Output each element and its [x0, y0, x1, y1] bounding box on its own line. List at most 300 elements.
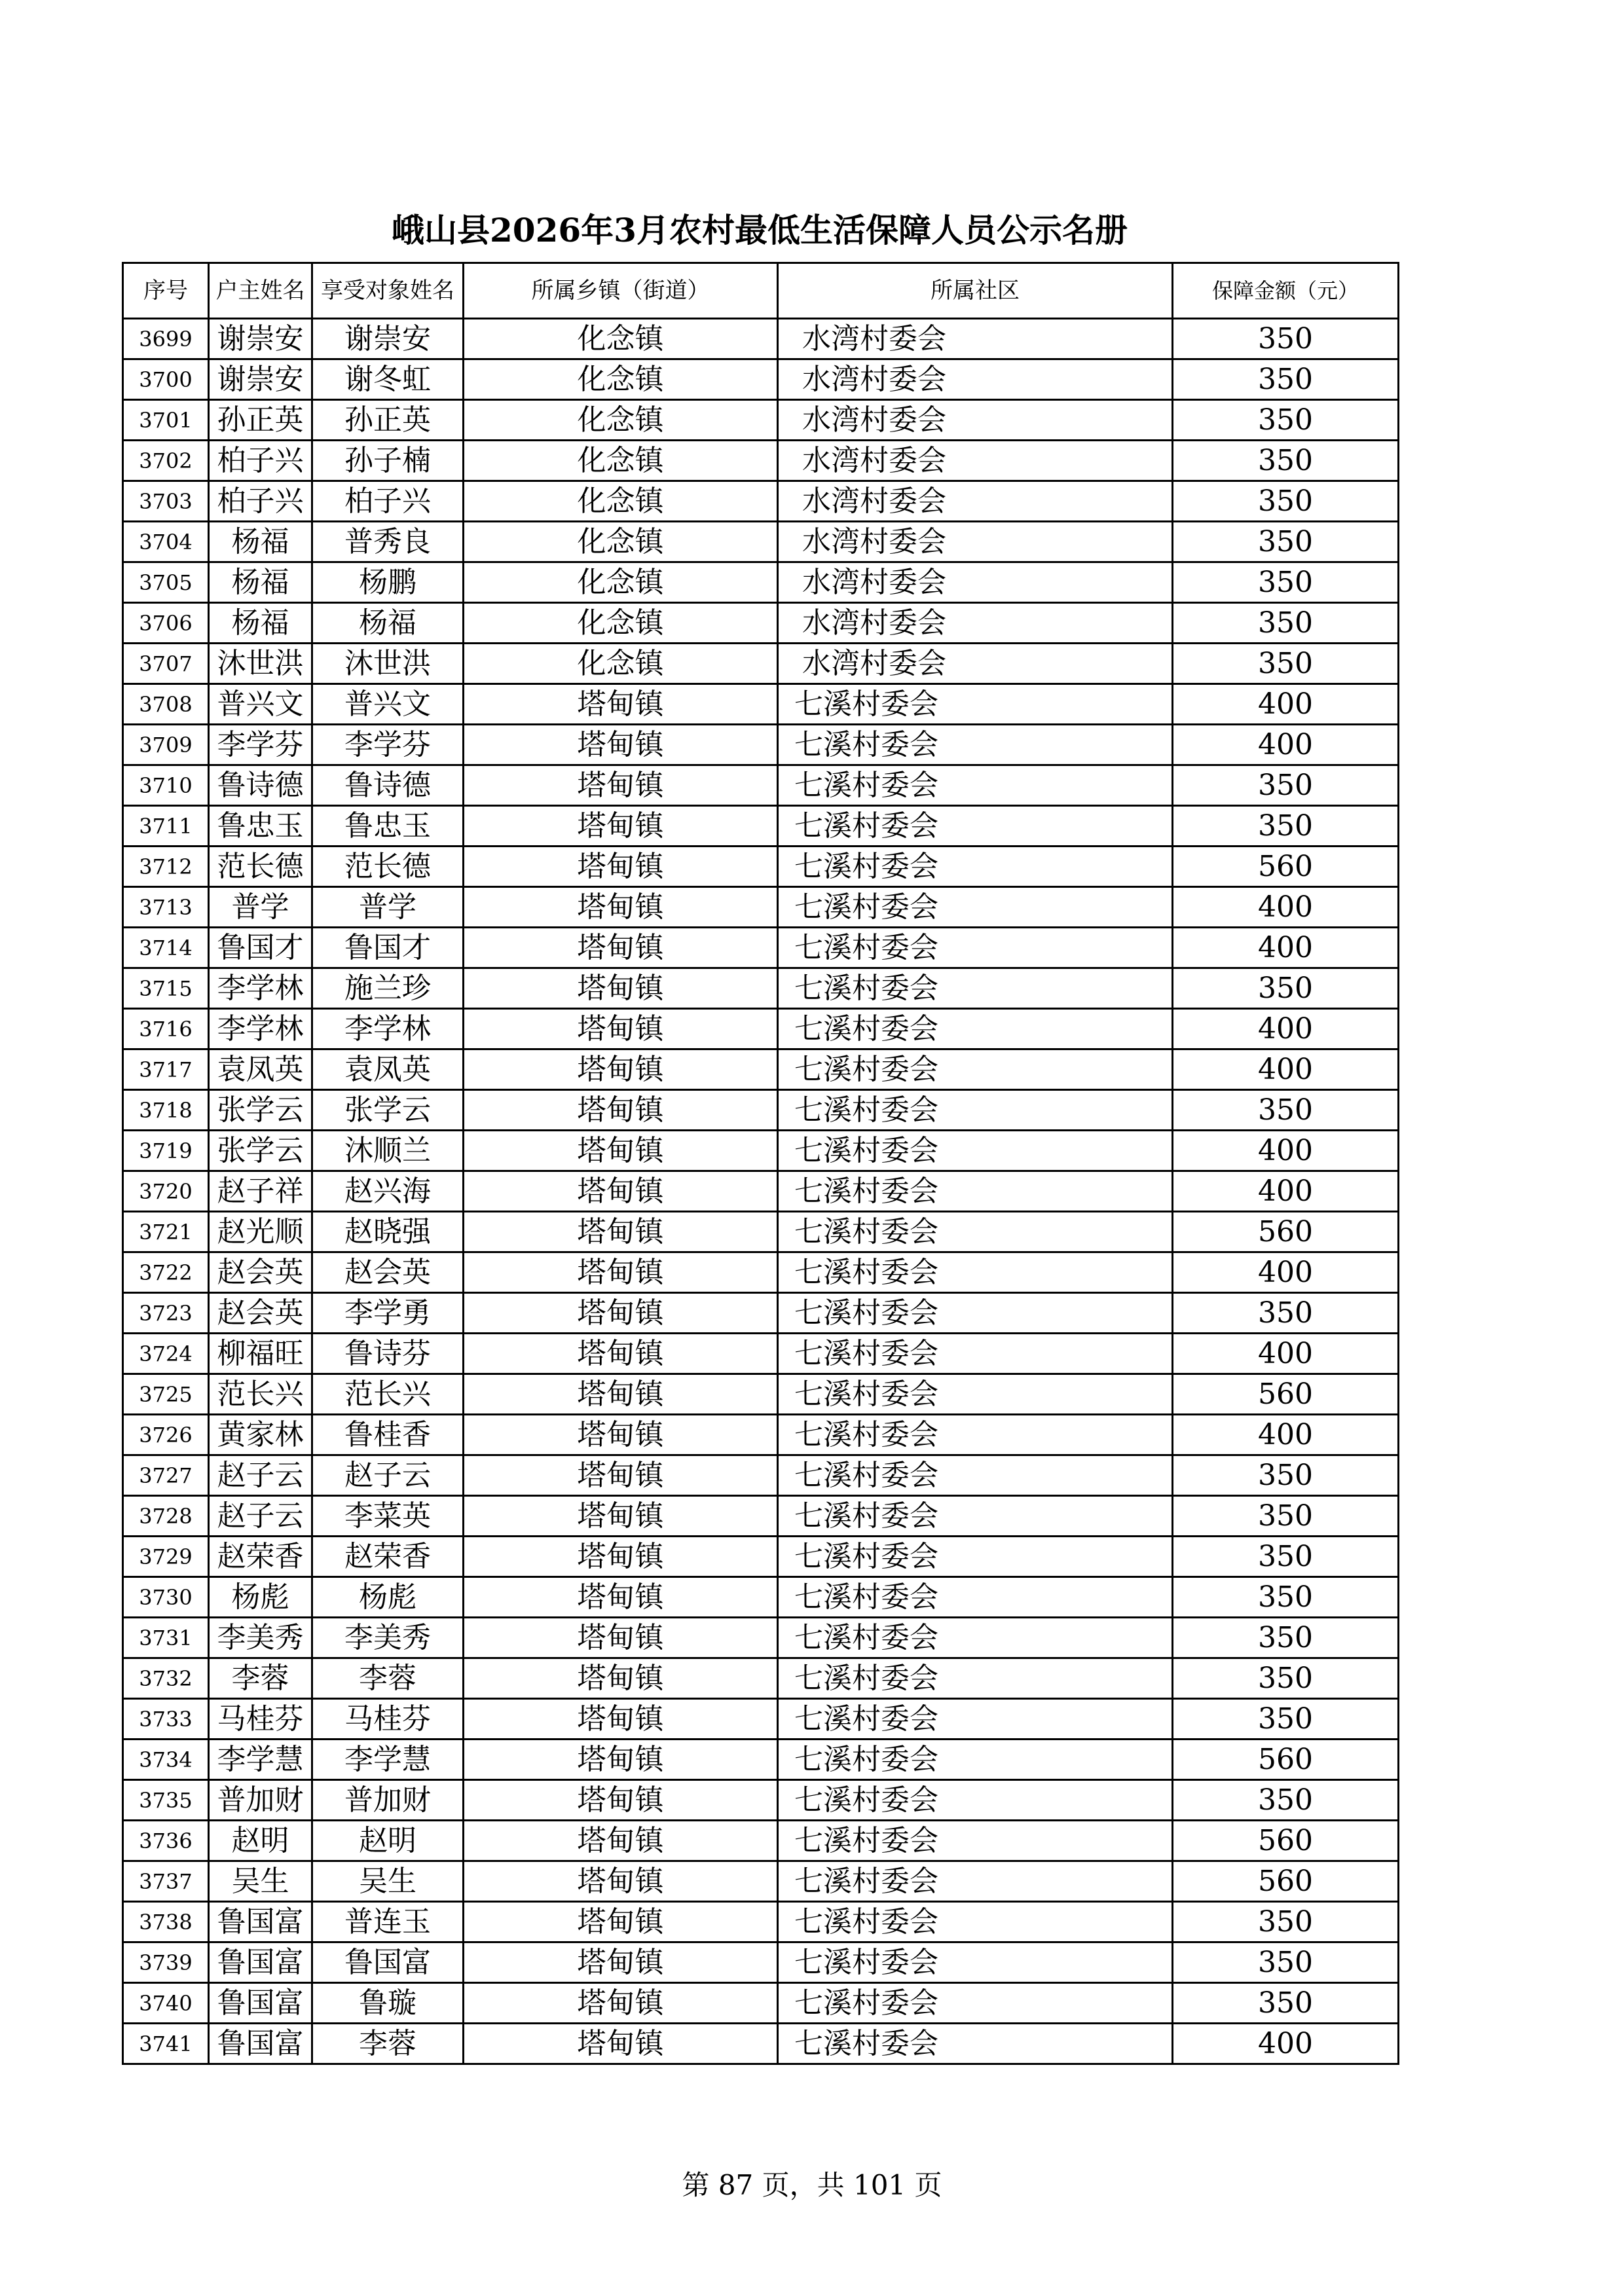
cell-seq: 3719 [123, 1131, 209, 1171]
table-row [123, 1658, 1399, 1699]
cell-seq: 3728 [123, 1496, 209, 1537]
cell-householder: 普加财 [209, 1780, 312, 1821]
table-row [123, 644, 1399, 684]
cell-community: 七溪村委会 [778, 765, 1173, 806]
cell-beneficiary: 赵子云 [312, 1455, 464, 1496]
cell-beneficiary: 普加财 [312, 1780, 464, 1821]
cell-beneficiary: 张学云 [312, 1090, 464, 1131]
cell-seq: 3734 [123, 1740, 209, 1780]
cell-community: 七溪村委会 [778, 847, 1173, 887]
cell-community: 七溪村委会 [778, 1455, 1173, 1496]
cell-seq: 3732 [123, 1658, 209, 1699]
cell-community: 七溪村委会 [778, 1861, 1173, 1902]
cell-community: 水湾村委会 [778, 522, 1173, 562]
cell-householder: 谢崇安 [209, 359, 312, 400]
cell-community: 水湾村委会 [778, 441, 1173, 481]
cell-beneficiary: 鲁桂香 [312, 1415, 464, 1455]
cell-beneficiary: 范长兴 [312, 1374, 464, 1415]
cell-seq: 3735 [123, 1780, 209, 1821]
cell-seq: 3736 [123, 1821, 209, 1861]
cell-beneficiary: 李菜英 [312, 1496, 464, 1537]
cell-seq: 3704 [123, 522, 209, 562]
cell-community: 水湾村委会 [778, 603, 1173, 644]
cell-beneficiary: 谢崇安 [312, 319, 464, 359]
cell-householder: 赵会英 [209, 1293, 312, 1334]
cell-amount: 350 [1173, 1455, 1399, 1496]
cell-seq: 3739 [123, 1942, 209, 1983]
cell-householder: 赵子云 [209, 1496, 312, 1537]
cell-town: 化念镇 [464, 359, 778, 400]
table-row [123, 968, 1399, 1009]
table-row [123, 1334, 1399, 1374]
table-row [123, 1821, 1399, 1861]
table-row [123, 1496, 1399, 1537]
cell-town: 塔甸镇 [464, 765, 778, 806]
cell-community: 七溪村委会 [778, 2024, 1173, 2064]
cell-householder: 赵明 [209, 1821, 312, 1861]
cell-seq: 3712 [123, 847, 209, 887]
cell-beneficiary: 赵明 [312, 1821, 464, 1861]
cell-seq: 3738 [123, 1902, 209, 1942]
cell-seq: 3703 [123, 481, 209, 522]
table-row [123, 1455, 1399, 1496]
table-row [123, 1537, 1399, 1577]
cell-town: 塔甸镇 [464, 1861, 778, 1902]
cell-amount: 350 [1173, 1658, 1399, 1699]
cell-householder: 赵会英 [209, 1252, 312, 1293]
cell-beneficiary: 沐世洪 [312, 644, 464, 684]
cell-community: 七溪村委会 [778, 1942, 1173, 1983]
cell-amount: 350 [1173, 1983, 1399, 2024]
cell-householder: 谢崇安 [209, 319, 312, 359]
cell-town: 塔甸镇 [464, 1577, 778, 1618]
cell-seq: 3713 [123, 887, 209, 928]
cell-amount: 400 [1173, 1049, 1399, 1090]
cell-householder: 张学云 [209, 1090, 312, 1131]
cell-town: 化念镇 [464, 522, 778, 562]
cell-beneficiary: 普连玉 [312, 1902, 464, 1942]
cell-householder: 袁凤英 [209, 1049, 312, 1090]
cell-amount: 400 [1173, 2024, 1399, 2064]
cell-community: 七溪村委会 [778, 1171, 1173, 1212]
cell-town: 化念镇 [464, 562, 778, 603]
cell-householder: 杨彪 [209, 1577, 312, 1618]
cell-community: 七溪村委会 [778, 968, 1173, 1009]
table-row [123, 2024, 1399, 2064]
cell-seq: 3720 [123, 1171, 209, 1212]
cell-amount: 560 [1173, 1374, 1399, 1415]
cell-beneficiary: 吴生 [312, 1861, 464, 1902]
cell-amount: 350 [1173, 1780, 1399, 1821]
cell-beneficiary: 鲁诗芬 [312, 1334, 464, 1374]
cell-amount: 400 [1173, 684, 1399, 725]
cell-householder: 鲁国才 [209, 928, 312, 968]
cell-seq: 3726 [123, 1415, 209, 1455]
cell-community: 水湾村委会 [778, 400, 1173, 441]
cell-town: 塔甸镇 [464, 1131, 778, 1171]
table-row [123, 562, 1399, 603]
table-row [123, 1577, 1399, 1618]
cell-amount: 400 [1173, 1009, 1399, 1049]
cell-community: 七溪村委会 [778, 725, 1173, 765]
cell-town: 化念镇 [464, 400, 778, 441]
cell-town: 塔甸镇 [464, 1293, 778, 1334]
cell-seq: 3699 [123, 319, 209, 359]
table-row [123, 1902, 1399, 1942]
cell-seq: 3717 [123, 1049, 209, 1090]
table-row [123, 359, 1399, 400]
cell-seq: 3707 [123, 644, 209, 684]
cell-beneficiary: 李蓉 [312, 2024, 464, 2064]
cell-amount: 350 [1173, 1699, 1399, 1740]
table-row [123, 887, 1399, 928]
cell-amount: 350 [1173, 1902, 1399, 1942]
cell-beneficiary: 李学勇 [312, 1293, 464, 1334]
cell-seq: 3714 [123, 928, 209, 968]
cell-seq: 3721 [123, 1212, 209, 1252]
cell-beneficiary: 李学慧 [312, 1740, 464, 1780]
table-row [123, 1618, 1399, 1658]
cell-seq: 3730 [123, 1577, 209, 1618]
table-row [123, 1049, 1399, 1090]
cell-amount: 350 [1173, 644, 1399, 684]
cell-amount: 350 [1173, 441, 1399, 481]
table-row [123, 847, 1399, 887]
cell-town: 塔甸镇 [464, 1415, 778, 1455]
cell-amount: 560 [1173, 1740, 1399, 1780]
cell-householder: 马桂芬 [209, 1699, 312, 1740]
cell-town: 塔甸镇 [464, 1009, 778, 1049]
cell-beneficiary: 李美秀 [312, 1618, 464, 1658]
cell-beneficiary: 施兰珍 [312, 968, 464, 1009]
cell-householder: 李学芬 [209, 725, 312, 765]
cell-householder: 李学林 [209, 1009, 312, 1049]
cell-community: 七溪村委会 [778, 1334, 1173, 1374]
cell-community: 七溪村委会 [778, 1293, 1173, 1334]
cell-town: 塔甸镇 [464, 1049, 778, 1090]
cell-beneficiary: 谢冬虹 [312, 359, 464, 400]
cell-beneficiary: 赵晓强 [312, 1212, 464, 1252]
cell-town: 化念镇 [464, 319, 778, 359]
cell-amount: 350 [1173, 1942, 1399, 1983]
cell-householder: 柏子兴 [209, 481, 312, 522]
cell-town: 塔甸镇 [464, 887, 778, 928]
cell-seq: 3708 [123, 684, 209, 725]
cell-beneficiary: 李蓉 [312, 1658, 464, 1699]
cell-seq: 3740 [123, 1983, 209, 2024]
cell-amount: 400 [1173, 1252, 1399, 1293]
cell-beneficiary: 普学 [312, 887, 464, 928]
table-row [123, 1171, 1399, 1212]
cell-town: 塔甸镇 [464, 1942, 778, 1983]
cell-town: 化念镇 [464, 481, 778, 522]
col-header-town: 所属乡镇（街道） [464, 263, 778, 319]
cell-amount: 350 [1173, 562, 1399, 603]
cell-householder: 范长兴 [209, 1374, 312, 1415]
cell-community: 七溪村委会 [778, 806, 1173, 847]
cell-community: 七溪村委会 [778, 928, 1173, 968]
cell-amount: 350 [1173, 481, 1399, 522]
cell-householder: 范长德 [209, 847, 312, 887]
cell-amount: 350 [1173, 522, 1399, 562]
table-row [123, 684, 1399, 725]
cell-town: 化念镇 [464, 603, 778, 644]
cell-amount: 560 [1173, 1212, 1399, 1252]
cell-householder: 杨福 [209, 562, 312, 603]
cell-beneficiary: 鲁璇 [312, 1983, 464, 2024]
col-header-seq: 序号 [123, 263, 209, 319]
cell-beneficiary: 赵荣香 [312, 1537, 464, 1577]
cell-town: 塔甸镇 [464, 1983, 778, 2024]
cell-beneficiary: 李学林 [312, 1009, 464, 1049]
cell-beneficiary: 孙正英 [312, 400, 464, 441]
cell-seq: 3710 [123, 765, 209, 806]
cell-seq: 3723 [123, 1293, 209, 1334]
cell-beneficiary: 范长德 [312, 847, 464, 887]
cell-town: 塔甸镇 [464, 968, 778, 1009]
table-row [123, 928, 1399, 968]
table-row [123, 1699, 1399, 1740]
cell-householder: 吴生 [209, 1861, 312, 1902]
table-row [123, 1293, 1399, 1334]
cell-amount: 400 [1173, 928, 1399, 968]
cell-beneficiary: 袁凤英 [312, 1049, 464, 1090]
cell-community: 七溪村委会 [778, 1374, 1173, 1415]
cell-seq: 3705 [123, 562, 209, 603]
cell-amount: 350 [1173, 319, 1399, 359]
cell-amount: 400 [1173, 1415, 1399, 1455]
cell-beneficiary: 李学芬 [312, 725, 464, 765]
cell-amount: 350 [1173, 1496, 1399, 1537]
cell-town: 塔甸镇 [464, 1618, 778, 1658]
cell-seq: 3733 [123, 1699, 209, 1740]
table-row [123, 1252, 1399, 1293]
cell-householder: 孙正英 [209, 400, 312, 441]
cell-householder: 杨福 [209, 522, 312, 562]
cell-town: 塔甸镇 [464, 1740, 778, 1780]
cell-community: 七溪村委会 [778, 1658, 1173, 1699]
cell-householder: 黄家林 [209, 1415, 312, 1455]
cell-community: 水湾村委会 [778, 319, 1173, 359]
cell-town: 塔甸镇 [464, 1252, 778, 1293]
col-header-community: 所属社区 [778, 263, 1173, 319]
cell-amount: 350 [1173, 400, 1399, 441]
cell-householder: 普学 [209, 887, 312, 928]
cell-beneficiary: 马桂芬 [312, 1699, 464, 1740]
roster-table [122, 262, 1399, 2065]
cell-householder: 柏子兴 [209, 441, 312, 481]
cell-town: 塔甸镇 [464, 684, 778, 725]
table-row [123, 603, 1399, 644]
cell-community: 七溪村委会 [778, 1902, 1173, 1942]
cell-seq: 3731 [123, 1618, 209, 1658]
table-row [123, 765, 1399, 806]
cell-householder: 杨福 [209, 603, 312, 644]
cell-amount: 350 [1173, 1618, 1399, 1658]
cell-householder: 李美秀 [209, 1618, 312, 1658]
cell-householder: 鲁诗德 [209, 765, 312, 806]
cell-beneficiary: 孙子楠 [312, 441, 464, 481]
cell-seq: 3702 [123, 441, 209, 481]
cell-community: 水湾村委会 [778, 481, 1173, 522]
cell-householder: 鲁忠玉 [209, 806, 312, 847]
cell-householder: 李蓉 [209, 1658, 312, 1699]
cell-community: 七溪村委会 [778, 1577, 1173, 1618]
cell-householder: 鲁国富 [209, 1902, 312, 1942]
cell-seq: 3737 [123, 1861, 209, 1902]
cell-amount: 400 [1173, 1171, 1399, 1212]
table-row [123, 400, 1399, 441]
table-row [123, 522, 1399, 562]
cell-beneficiary: 赵会英 [312, 1252, 464, 1293]
cell-town: 塔甸镇 [464, 1455, 778, 1496]
table-row [123, 1983, 1399, 2024]
cell-householder: 赵子云 [209, 1455, 312, 1496]
table-row [123, 1942, 1399, 1983]
cell-town: 塔甸镇 [464, 1699, 778, 1740]
cell-householder: 李学慧 [209, 1740, 312, 1780]
cell-beneficiary: 鲁国富 [312, 1942, 464, 1983]
cell-seq: 3724 [123, 1334, 209, 1374]
cell-householder: 李学林 [209, 968, 312, 1009]
cell-community: 七溪村委会 [778, 684, 1173, 725]
cell-community: 七溪村委会 [778, 1415, 1173, 1455]
table-row [123, 1212, 1399, 1252]
cell-town: 塔甸镇 [464, 725, 778, 765]
table-row [123, 319, 1399, 359]
cell-amount: 560 [1173, 847, 1399, 887]
cell-community: 水湾村委会 [778, 644, 1173, 684]
cell-amount: 350 [1173, 603, 1399, 644]
cell-town: 塔甸镇 [464, 2024, 778, 2064]
cell-householder: 沐世洪 [209, 644, 312, 684]
cell-community: 七溪村委会 [778, 1009, 1173, 1049]
cell-seq: 3711 [123, 806, 209, 847]
cell-beneficiary: 鲁国才 [312, 928, 464, 968]
table-row [123, 806, 1399, 847]
cell-community: 七溪村委会 [778, 887, 1173, 928]
cell-beneficiary: 杨彪 [312, 1577, 464, 1618]
cell-town: 塔甸镇 [464, 928, 778, 968]
cell-town: 化念镇 [464, 441, 778, 481]
cell-beneficiary: 杨鹏 [312, 562, 464, 603]
cell-amount: 350 [1173, 359, 1399, 400]
cell-community: 七溪村委会 [778, 1212, 1173, 1252]
cell-beneficiary: 鲁诗德 [312, 765, 464, 806]
cell-householder: 鲁国富 [209, 1983, 312, 2024]
table-row [123, 1131, 1399, 1171]
cell-town: 塔甸镇 [464, 1780, 778, 1821]
cell-town: 塔甸镇 [464, 806, 778, 847]
cell-community: 水湾村委会 [778, 562, 1173, 603]
cell-community: 七溪村委会 [778, 1252, 1173, 1293]
cell-householder: 普兴文 [209, 684, 312, 725]
table-row [123, 1009, 1399, 1049]
cell-community: 七溪村委会 [778, 1780, 1173, 1821]
cell-seq: 3722 [123, 1252, 209, 1293]
cell-beneficiary: 杨福 [312, 603, 464, 644]
table-row [123, 1374, 1399, 1415]
table-row [123, 725, 1399, 765]
cell-community: 七溪村委会 [778, 1618, 1173, 1658]
cell-community: 七溪村委会 [778, 1049, 1173, 1090]
table-row [123, 481, 1399, 522]
col-header-amount: 保障金额（元） [1173, 263, 1399, 319]
cell-seq: 3706 [123, 603, 209, 644]
page-title: 峨山县2026年3月农村最低生活保障人员公示名册 [392, 211, 1128, 249]
cell-town: 塔甸镇 [464, 1171, 778, 1212]
cell-community: 七溪村委会 [778, 1131, 1173, 1171]
cell-seq: 3729 [123, 1537, 209, 1577]
cell-beneficiary: 沐顺兰 [312, 1131, 464, 1171]
cell-amount: 400 [1173, 1131, 1399, 1171]
cell-town: 塔甸镇 [464, 1496, 778, 1537]
cell-town: 塔甸镇 [464, 1902, 778, 1942]
table-row [123, 1780, 1399, 1821]
cell-amount: 400 [1173, 1334, 1399, 1374]
cell-amount: 350 [1173, 1090, 1399, 1131]
cell-beneficiary: 柏子兴 [312, 481, 464, 522]
cell-town: 塔甸镇 [464, 847, 778, 887]
cell-seq: 3727 [123, 1455, 209, 1496]
cell-amount: 350 [1173, 968, 1399, 1009]
cell-amount: 560 [1173, 1861, 1399, 1902]
col-header-householder: 户主姓名 [209, 263, 312, 319]
cell-seq: 3709 [123, 725, 209, 765]
cell-householder: 柳福旺 [209, 1334, 312, 1374]
cell-community: 七溪村委会 [778, 1699, 1173, 1740]
cell-beneficiary: 普兴文 [312, 684, 464, 725]
cell-seq: 3715 [123, 968, 209, 1009]
table-row [123, 1415, 1399, 1455]
cell-householder: 鲁国富 [209, 1942, 312, 1983]
cell-amount: 560 [1173, 1821, 1399, 1861]
cell-community: 七溪村委会 [778, 1496, 1173, 1537]
cell-amount: 350 [1173, 1577, 1399, 1618]
cell-amount: 350 [1173, 806, 1399, 847]
cell-amount: 400 [1173, 887, 1399, 928]
cell-town: 塔甸镇 [464, 1374, 778, 1415]
cell-seq: 3741 [123, 2024, 209, 2064]
cell-amount: 350 [1173, 1293, 1399, 1334]
cell-town: 塔甸镇 [464, 1090, 778, 1131]
header-row [123, 263, 1399, 319]
table-row [123, 1861, 1399, 1902]
cell-seq: 3718 [123, 1090, 209, 1131]
cell-community: 水湾村委会 [778, 359, 1173, 400]
cell-householder: 鲁国富 [209, 2024, 312, 2064]
cell-town: 塔甸镇 [464, 1658, 778, 1699]
cell-householder: 张学云 [209, 1131, 312, 1171]
cell-community: 七溪村委会 [778, 1090, 1173, 1131]
table-row [123, 1090, 1399, 1131]
cell-community: 七溪村委会 [778, 1821, 1173, 1861]
cell-householder: 赵子祥 [209, 1171, 312, 1212]
roster-body [123, 319, 1399, 2064]
cell-amount: 350 [1173, 765, 1399, 806]
cell-town: 塔甸镇 [464, 1334, 778, 1374]
cell-town: 塔甸镇 [464, 1537, 778, 1577]
cell-beneficiary: 普秀良 [312, 522, 464, 562]
cell-beneficiary: 赵兴海 [312, 1171, 464, 1212]
col-header-beneficiary: 享受对象姓名 [312, 263, 464, 319]
cell-householder: 赵荣香 [209, 1537, 312, 1577]
cell-seq: 3701 [123, 400, 209, 441]
cell-seq: 3716 [123, 1009, 209, 1049]
table-row [123, 1740, 1399, 1780]
cell-town: 化念镇 [464, 644, 778, 684]
cell-householder: 赵光顺 [209, 1212, 312, 1252]
